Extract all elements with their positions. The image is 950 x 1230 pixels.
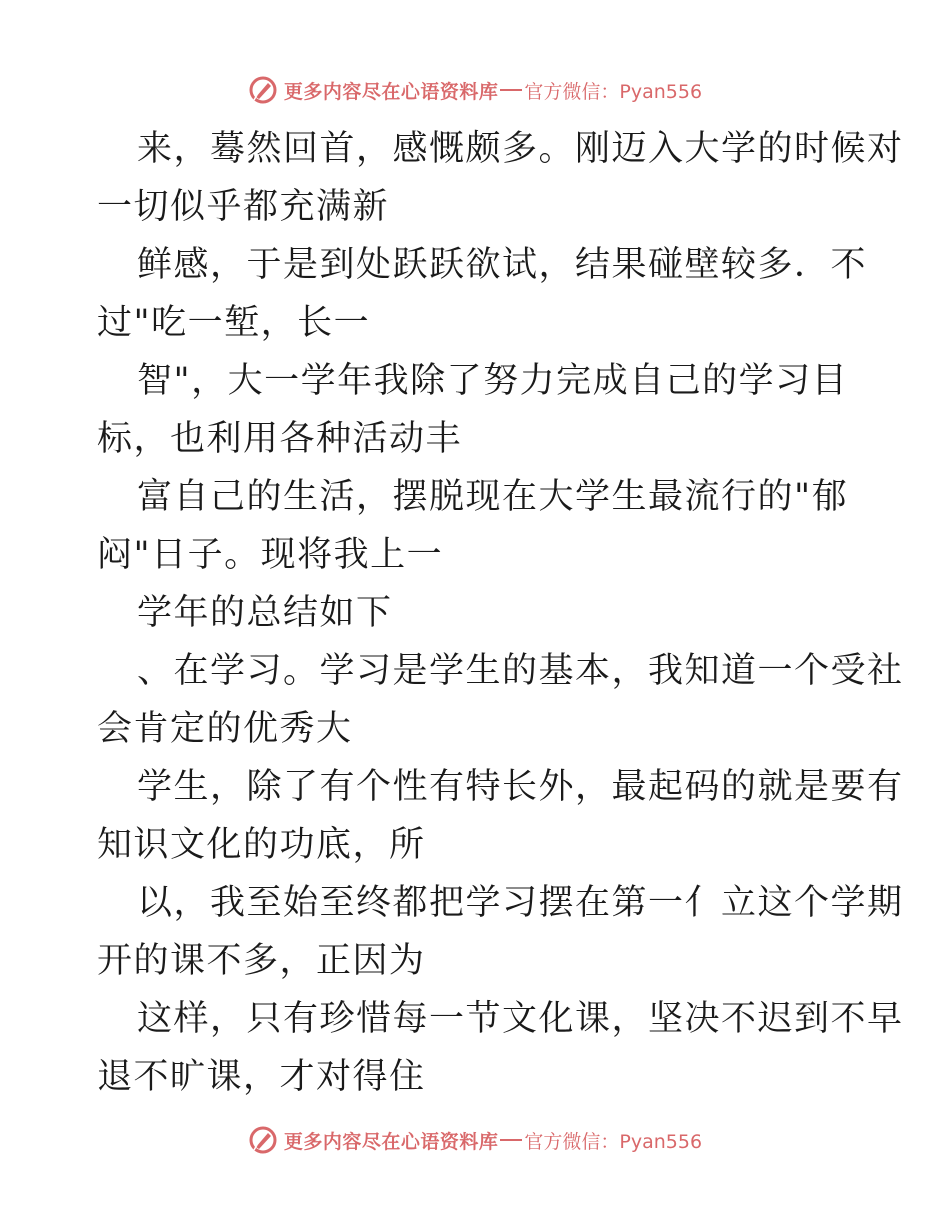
document-body — [97, 120, 904, 1110]
body-line: 闷"日子。现将我上一 — [97, 535, 444, 575]
header-contact-text: 官方微信：Pyan556 — [524, 80, 703, 103]
body-line: 智"，大一学年我除了努力完成自己的学习目 — [137, 361, 849, 401]
body-line: 一切似乎都充满新 — [97, 187, 390, 227]
body-line: 富自己的生活，摆脱现在大学生最流行的"郁 — [137, 477, 849, 517]
header-brand-text: 更多内容尽在心语资料库 — [283, 80, 499, 103]
footer-brand-text: 更多内容尽在心语资料库 — [283, 1130, 499, 1153]
body-line: 开的课不多，正因为 — [97, 941, 426, 981]
body-line: 退不旷课，才对得住 — [97, 1057, 426, 1097]
header-dash-divider — [500, 89, 522, 91]
footer-banner — [0, 1120, 950, 1160]
body-line: 学年的总结如下 — [137, 593, 393, 633]
footer-contact-text: 官方微信：Pyan556 — [524, 1130, 703, 1153]
body-line: 来，蓦然回首，感慨颇多。刚迈入大学的时候对 — [137, 129, 904, 169]
body-line: 、在学习。学习是学生的基本，我知道一个受社 — [137, 651, 904, 691]
body-line: 过"吃一堑，长一 — [97, 303, 371, 343]
footer-dash-divider — [500, 1139, 522, 1141]
body-line: 以，我至始至终都把学习摆在第一亻立这个学期 — [137, 883, 904, 923]
body-line: 学生，除了有个性有特长外，最起码的就是要有 — [137, 767, 904, 807]
quill-logo-icon — [248, 75, 278, 105]
body-line: 会肯定的优秀大 — [97, 709, 353, 749]
body-line: 这样，只有珍惜每一节文化课，坚决不迟到不早 — [137, 999, 904, 1039]
header-banner — [0, 70, 950, 110]
body-line: 知识文化的功底，所 — [97, 825, 426, 865]
quill-logo-icon — [248, 1125, 278, 1155]
body-line: 鲜感，于是到处跃跃欲试，结果碰壁较多．不 — [137, 245, 868, 285]
body-line: 标，也利用各种活动丰 — [97, 419, 463, 459]
